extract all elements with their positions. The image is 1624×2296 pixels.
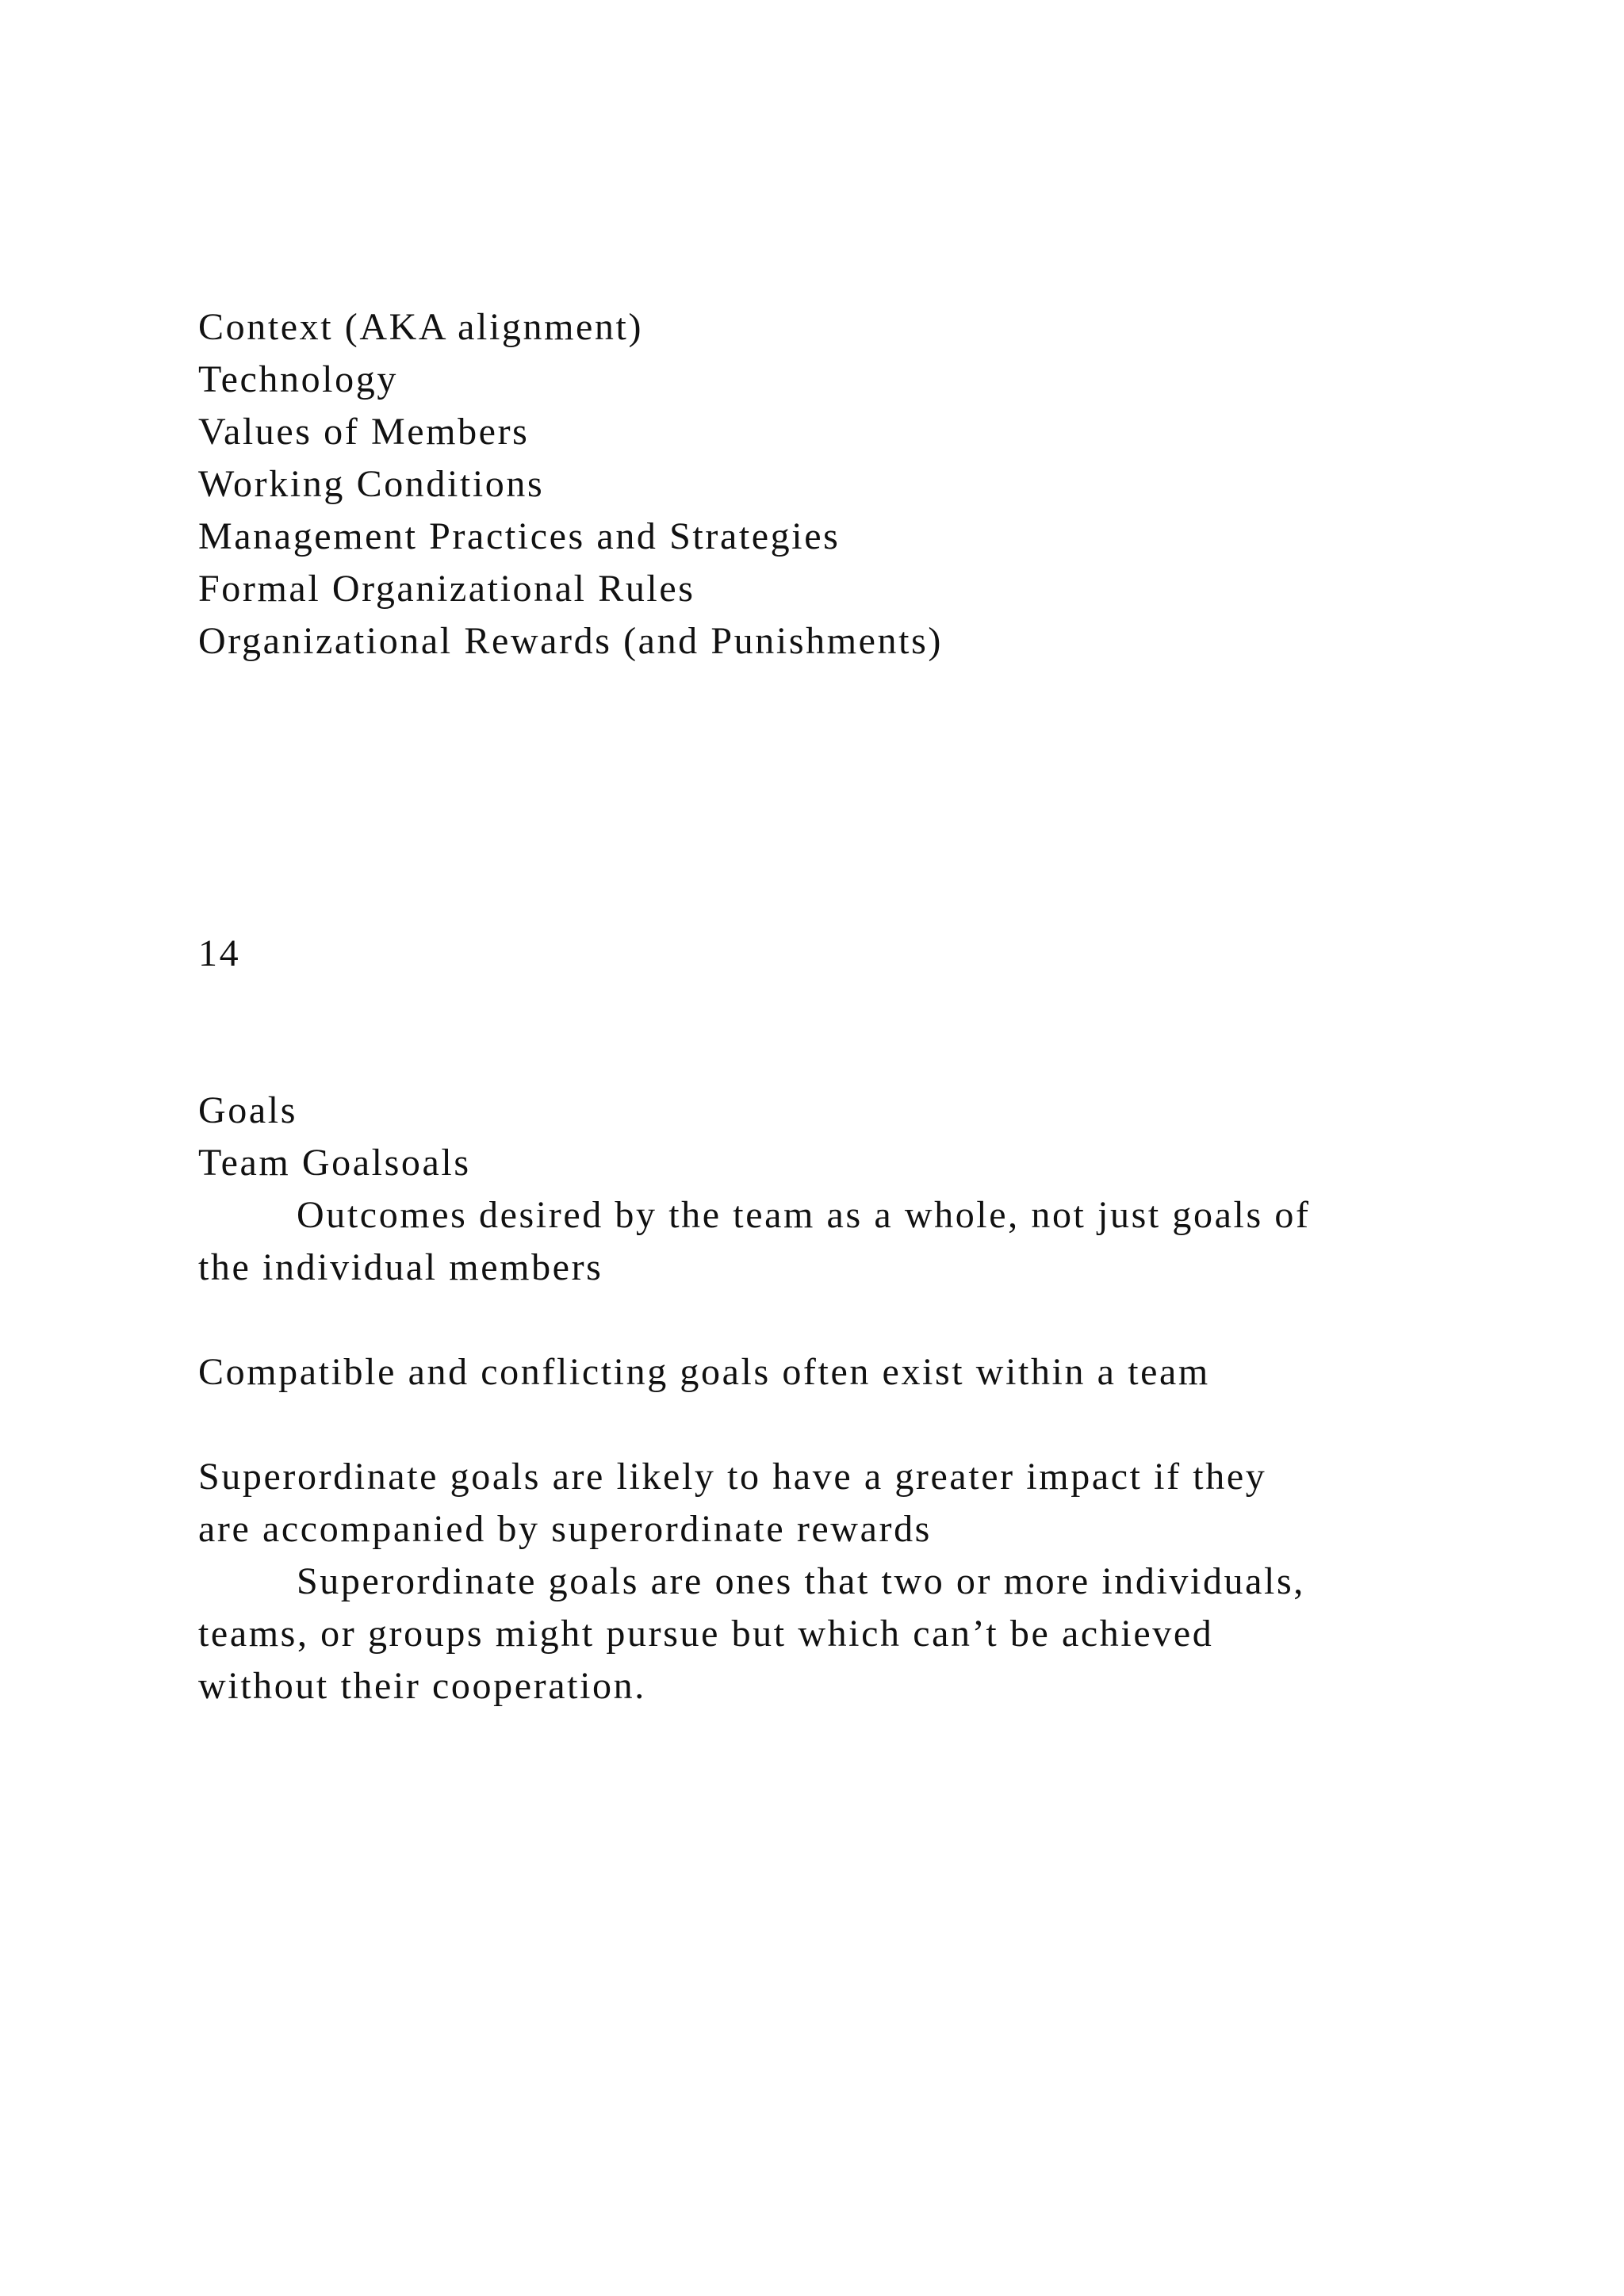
- list-item: Values of Members: [198, 411, 530, 453]
- list-item: Organizational Rewards (and Punishments): [198, 620, 943, 662]
- section-subtitle: Team Goalsoals: [198, 1142, 471, 1184]
- paragraph-line: the individual members: [198, 1246, 603, 1288]
- paragraph-line: Compatible and conflicting goals often exist within a team: [198, 1351, 1210, 1393]
- paragraph-line: without their cooperation.: [198, 1665, 646, 1707]
- list-item: Technology: [198, 358, 398, 400]
- paragraph-line: are accompanied by superordinate rewards: [198, 1508, 932, 1550]
- list-item: Context (AKA alignment): [198, 306, 644, 348]
- page-number: 14: [198, 932, 241, 974]
- paragraph-line: teams, or groups might pursue but which can’t be achieved: [198, 1613, 1214, 1655]
- list-item: Management Practices and Strategies: [198, 515, 841, 557]
- paragraph-line: Superordinate goals are likely to have a greater impact if they: [198, 1456, 1267, 1498]
- section-title: Goals: [198, 1089, 297, 1131]
- paragraph-line: Outcomes desired by the team as a whole, not just goals of: [297, 1194, 1311, 1236]
- paragraph-line: Superordinate goals are ones that two or more individuals,: [297, 1560, 1305, 1602]
- list-item: Working Conditions: [198, 463, 545, 505]
- list-item: Formal Organizational Rules: [198, 568, 695, 610]
